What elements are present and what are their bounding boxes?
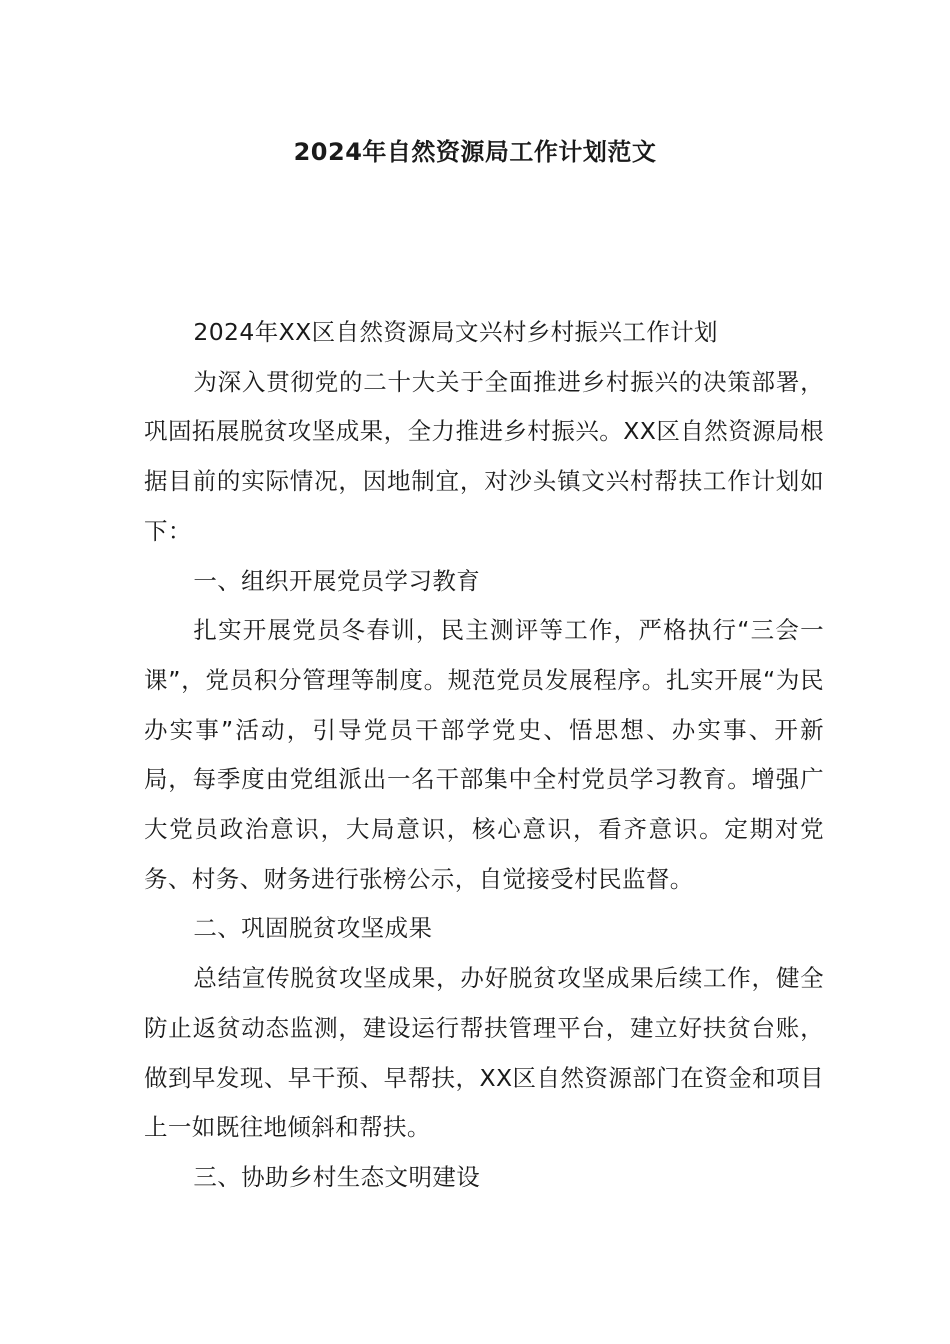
- section-heading-1: 一、组织开展党员学习教育: [193, 566, 481, 595]
- intro-paragraph: 为深入贯彻党的二十大关于全面推进乡村振兴的决策部署，巩固拓展脱贫攻坚成果，全力推进乡村振兴。XX区自然资源局根据目前的实际情况，因地制宜，对沙头镇文兴村帮扶工作计划如下：: [144, 367, 824, 545]
- document-title: 2024年自然资源局工作计划范文: [293, 138, 657, 166]
- section-2-paragraph: 总结宣传脱贫攻坚成果，办好脱贫攻坚成果后续工作，健全防止返贫动态监测，建设运行帮扶管理平台，建立好扶贫台账，做到早发现、早干预、早帮扶，XX区自然资源部门在资金和项目上一如既往地倾斜和帮扶。: [144, 964, 824, 1142]
- section-heading-3: 三、协助乡村生态文明建设: [193, 1162, 481, 1191]
- plan-heading-paragraph: 2024年XX区自然资源局文兴村乡村振兴工作计划: [193, 318, 718, 346]
- document-body: [144, 308, 824, 1203]
- section-heading-2: 二、巩固脱贫攻坚成果: [193, 914, 433, 943]
- section-1-paragraph: 扎实开展党员冬春训，民主测评等工作，严格执行“三会一课”，党员积分管理等制度。规范党员发展程序。扎实开展“为民办实事”活动，引导党员干部学党史、悟思想、办实事、开新局，每季度由党组派出一名干部集中全村党员学习教育。增强广大党员政治意识，大局意识，核心意识，看齐意识。定期对党务、村务、财务进行张榜公示，自觉接受村民监督。: [144, 616, 824, 893]
